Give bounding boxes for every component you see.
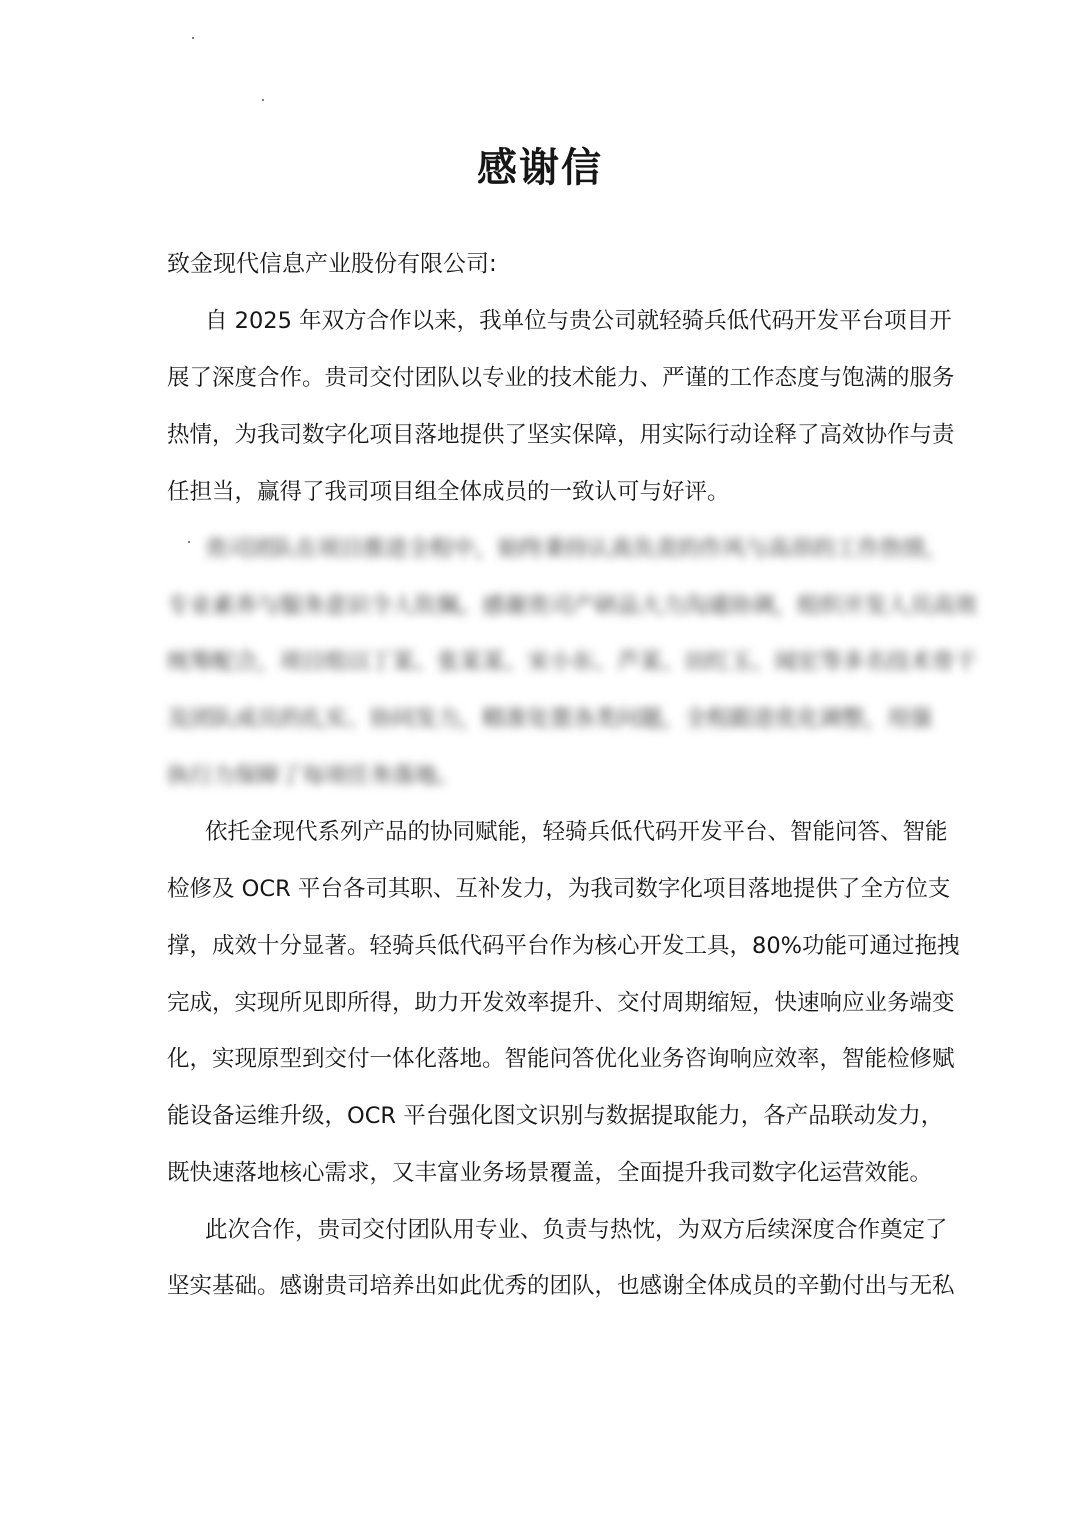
- scan-speck: [192, 37, 194, 39]
- paragraph-2-blurred-line: 执行力保障了每项任务落地。: [167, 763, 460, 789]
- paragraph-3-line: 能设备运维升级，OCR 平台强化图文识别与数据提取能力，各产品联动发力，: [167, 1103, 944, 1129]
- paragraph-3-line: 化，实现原型到交付一体化落地。智能问答优化业务咨询响应效率，智能检修赋: [167, 1046, 955, 1072]
- paragraph-4-line: 坚实基础。感谢贵司培养出如此优秀的团队，也感谢全体成员的辛勤付出与无私: [167, 1273, 955, 1299]
- paragraph-4-line: 此次合作，贵司交付团队用专业、负责与热忱，为双方后续深度合作奠定了: [205, 1217, 948, 1243]
- paragraph-1-line: 展了深度合作。贵司交付团队以专业的技术能力、严谨的工作态度与饱满的服务: [167, 365, 955, 391]
- paragraph-3-line: 撑，成效十分显著。轻骑兵低代码平台作为核心开发工具，80%功能可通过拖拽: [167, 933, 960, 959]
- paragraph-2-blurred-line: 统筹配合，项目组以丁某、张某某、宋小东、芦某、田红玉、闻宏等多名技术骨干: [167, 649, 978, 675]
- letter-salutation: 致金现代信息产业股份有限公司:: [167, 251, 497, 277]
- paragraph-1-line: 任担当，赢得了我司项目组全体成员的一致认可与好评。: [167, 479, 730, 505]
- paragraph-2-blurred-line: 专业素养与服务意识令人钦佩。感谢贵司产研品大力沟通协调，组织开发人员高效: [167, 593, 978, 619]
- scan-speck: [188, 541, 190, 543]
- paragraph-3-line: 检修及 OCR 平台各司其职、互补发力，为我司数字化项目落地提供了全方位支: [167, 876, 951, 902]
- paragraph-1-line: 自 2025 年双方合作以来，我单位与贵公司就轻骑兵低代码开发平台项目开: [205, 308, 952, 334]
- paragraph-1-line: 热情，为我司数字化项目落地提供了坚实保障，用实际行动诠释了高效协作与责: [167, 422, 955, 448]
- paragraph-3-line: 依托金现代系列产品的协同赋能，轻骑兵低代码开发平台、智能问答、智能: [205, 819, 948, 845]
- paragraph-3-line: 既快速落地核心需求，又丰富业务场景覆盖，全面提升我司数字化运营效能。: [167, 1160, 933, 1186]
- paragraph-2-blurred-line: 及团队成员的扎实、协同发力，精准处置各类问题，全程跟进优化调整，用强: [167, 706, 933, 732]
- letter-title: 感谢信: [477, 145, 603, 191]
- scan-speck: [262, 99, 264, 101]
- paragraph-2-blurred-line: 贵司团队在项目推进全程中，始终秉持认真负责的作风与高昂的工作热情，: [205, 536, 948, 562]
- paragraph-3-line: 完成，实现所见即所得，助力开发效率提升、交付周期缩短，快速响应业务端变: [167, 990, 955, 1016]
